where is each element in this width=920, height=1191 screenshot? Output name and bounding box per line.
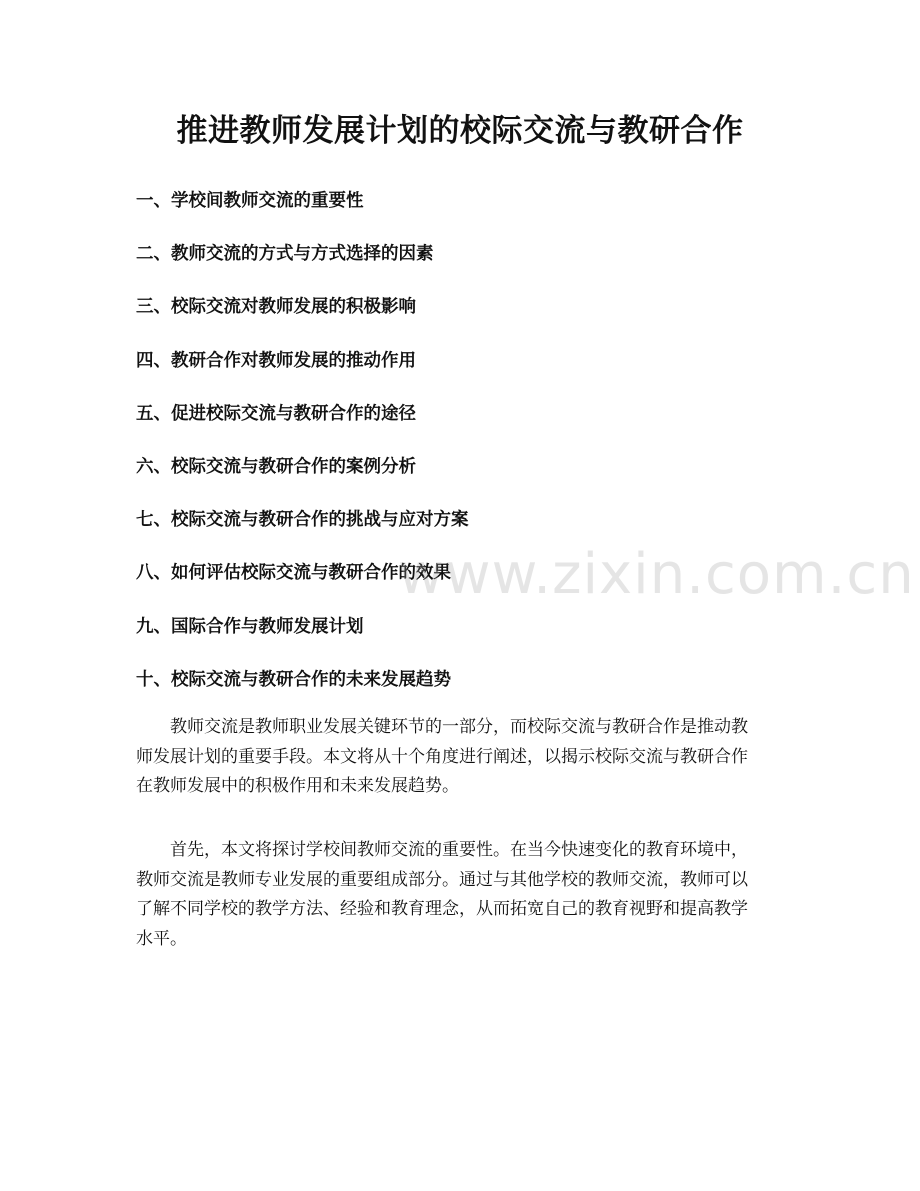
paragraph-line: 师发展计划的重要手段。本文将从十个角度进行阐述，以揭示校际交流与教研合作 [136, 746, 748, 767]
toc-item-3: 三、校际交流对教师发展的积极影响 [136, 297, 416, 318]
intro-paragraph [136, 713, 786, 802]
document-title: 推进教师发展计划的校际交流与教研合作 [176, 113, 744, 149]
toc-item-7: 七、校际交流与教研合作的挑战与应对方案 [136, 510, 469, 531]
toc-item-5: 五、促进校际交流与教研合作的途径 [136, 403, 416, 424]
paragraph-line: 首先，本文将探讨学校间教师交流的重要性。在当今快速变化的教育环境中， [170, 840, 748, 860]
paragraph-line: 教师交流是教师职业发展关键环节的一部分，而校际交流与教研合作是推动教 [170, 717, 748, 737]
toc-item-4: 四、教研合作对教师发展的推动作用 [136, 350, 416, 371]
paragraph-line: 教师交流是教师专业发展的重要组成部分。通过与其他学校的教师交流，教师可以 [136, 869, 748, 890]
toc-item-6: 六、校际交流与教研合作的案例分析 [136, 456, 416, 477]
paragraph-line: 水平。 [136, 928, 187, 949]
body-paragraph [136, 836, 786, 954]
table-of-contents [136, 186, 796, 718]
paragraph-line: 在教师发展中的积极作用和未来发展趋势。 [136, 776, 459, 796]
toc-item-8: 八、如何评估校际交流与教研合作的效果 [136, 563, 451, 584]
toc-item-2: 二、教师交流的方式与方式选择的因素 [136, 244, 434, 265]
toc-item-9: 九、国际合作与教师发展计划 [136, 616, 364, 637]
watermark: www.zixin.com.cn [398, 542, 915, 607]
toc-item-1: 一、学校间教师交流的重要性 [136, 191, 364, 211]
toc-item-10: 十、校际交流与教研合作的未来发展趋势 [136, 669, 451, 690]
paragraph-line: 了解不同学校的教学方法、经验和教育理念，从而拓宽自己的教育视野和提高教学 [136, 899, 748, 919]
